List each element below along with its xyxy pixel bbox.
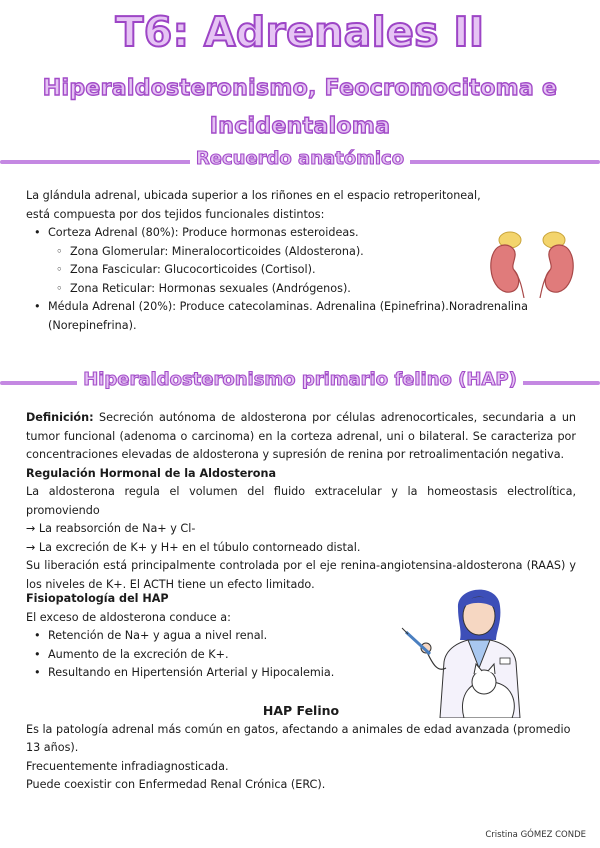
arrow-item: → La excreción de K+ y H+ en el túbulo contorneado distal. — [26, 540, 361, 554]
veterinarian-illustration — [400, 578, 550, 718]
list-item: • Médula Adrenal (20%): Produce catecolaminas. Adrenalina (Epinefrina).Noradrenalina (Norepinefrina). — [26, 298, 573, 335]
cat-head — [472, 670, 496, 694]
section-title-hap: Hiperaldosteronismo primario felino (HAP) — [77, 369, 523, 390]
release-text: Su liberación está principalmente controlada por el eje renina-angiotensina-aldosterona (RAAS) y los niveles de K+. El ACTH tiene un efecto limitado. — [26, 559, 576, 591]
kidney-right — [545, 245, 573, 292]
section-title-anatomy: Recuerdo anatómico — [190, 148, 410, 169]
list-item: ◦ Zona Glomerular: Mineralocorticoides (Aldosterona). — [26, 243, 496, 262]
author-footer: Cristina GÓMEZ CONDE — [485, 830, 586, 840]
definition-paragraph — [26, 409, 576, 465]
list-item: • Aumento de la excreción de K+. — [26, 646, 406, 665]
list-item: • Corteza Adrenal (80%): Produce hormonas esteroideas. — [26, 224, 496, 243]
section-heading-anatomy — [0, 148, 600, 174]
felino-paragraph: Es la patología adrenal más común en gatos, afectando a animales de edad avanzada (promedio 13 años). — [26, 722, 571, 754]
felino-paragraph: Frecuentemente infradiagnosticada. — [26, 759, 229, 773]
hap-definition-block — [26, 409, 576, 594]
page-subtitle — [0, 70, 600, 146]
arrow-item: → La reabsorción de Na+ y Cl- — [26, 522, 196, 535]
fisio-intro: El exceso de aldosterona conduce a: — [26, 610, 231, 624]
anatomy-text — [26, 187, 528, 335]
kidney-left — [491, 245, 519, 292]
vet-badge — [500, 658, 510, 664]
felino-block — [26, 702, 576, 795]
subtitle-line-2: Incidentaloma — [209, 114, 391, 139]
page-title: T6: Adrenales II — [115, 8, 485, 56]
section-heading-hap — [0, 369, 600, 395]
fisio-heading: Fisiopatología del HAP — [26, 592, 169, 605]
list-item: • Retención de Na+ y agua a nivel renal. — [26, 627, 406, 646]
regulation-text: La aldosterona regula el volumen del fluido extracelular y la homeostasis electrolítica, promoviendo — [26, 485, 576, 517]
list-item: • Resultando en Hipertensión Arterial y Hipocalemia. — [26, 664, 406, 683]
definition-text: Secreción autónoma de aldosterona por células adrenocorticales, secundaria a un tumor funcional (adenoma o carcinoma) en la corteza adrenal, uni o bilateral. Se caracteriza por concentraciones elevadas de aldosterona y supresión de renina por retroalimentación negativa. — [26, 411, 576, 461]
anatomy-list — [26, 224, 528, 335]
felino-heading: HAP Felino — [262, 703, 340, 718]
list-item: ◦ Zona Reticular: Hormonas sexuales (Andrógenos). — [26, 280, 496, 299]
regulation-heading: Regulación Hormonal de la Aldosterona — [26, 466, 276, 480]
kidneys-illustration — [484, 226, 580, 298]
fisio-list — [26, 627, 406, 683]
subtitle-line-1: Hiperaldosteronismo, Feocromocitoma e — [42, 76, 558, 101]
felino-paragraph: Puede coexistir con Enfermedad Renal Crónica (ERC). — [26, 778, 326, 791]
anatomy-intro: La glándula adrenal, ubicada superior a los riñones en el espacio retroperitoneal, está compuesta por dos tejidos funcionales distintos: — [26, 189, 481, 221]
definition-label: Definición: — [26, 411, 94, 424]
list-item: ◦ Zona Fascicular: Glucocorticoides (Cortisol). — [26, 261, 496, 280]
fisio-block — [26, 590, 406, 683]
